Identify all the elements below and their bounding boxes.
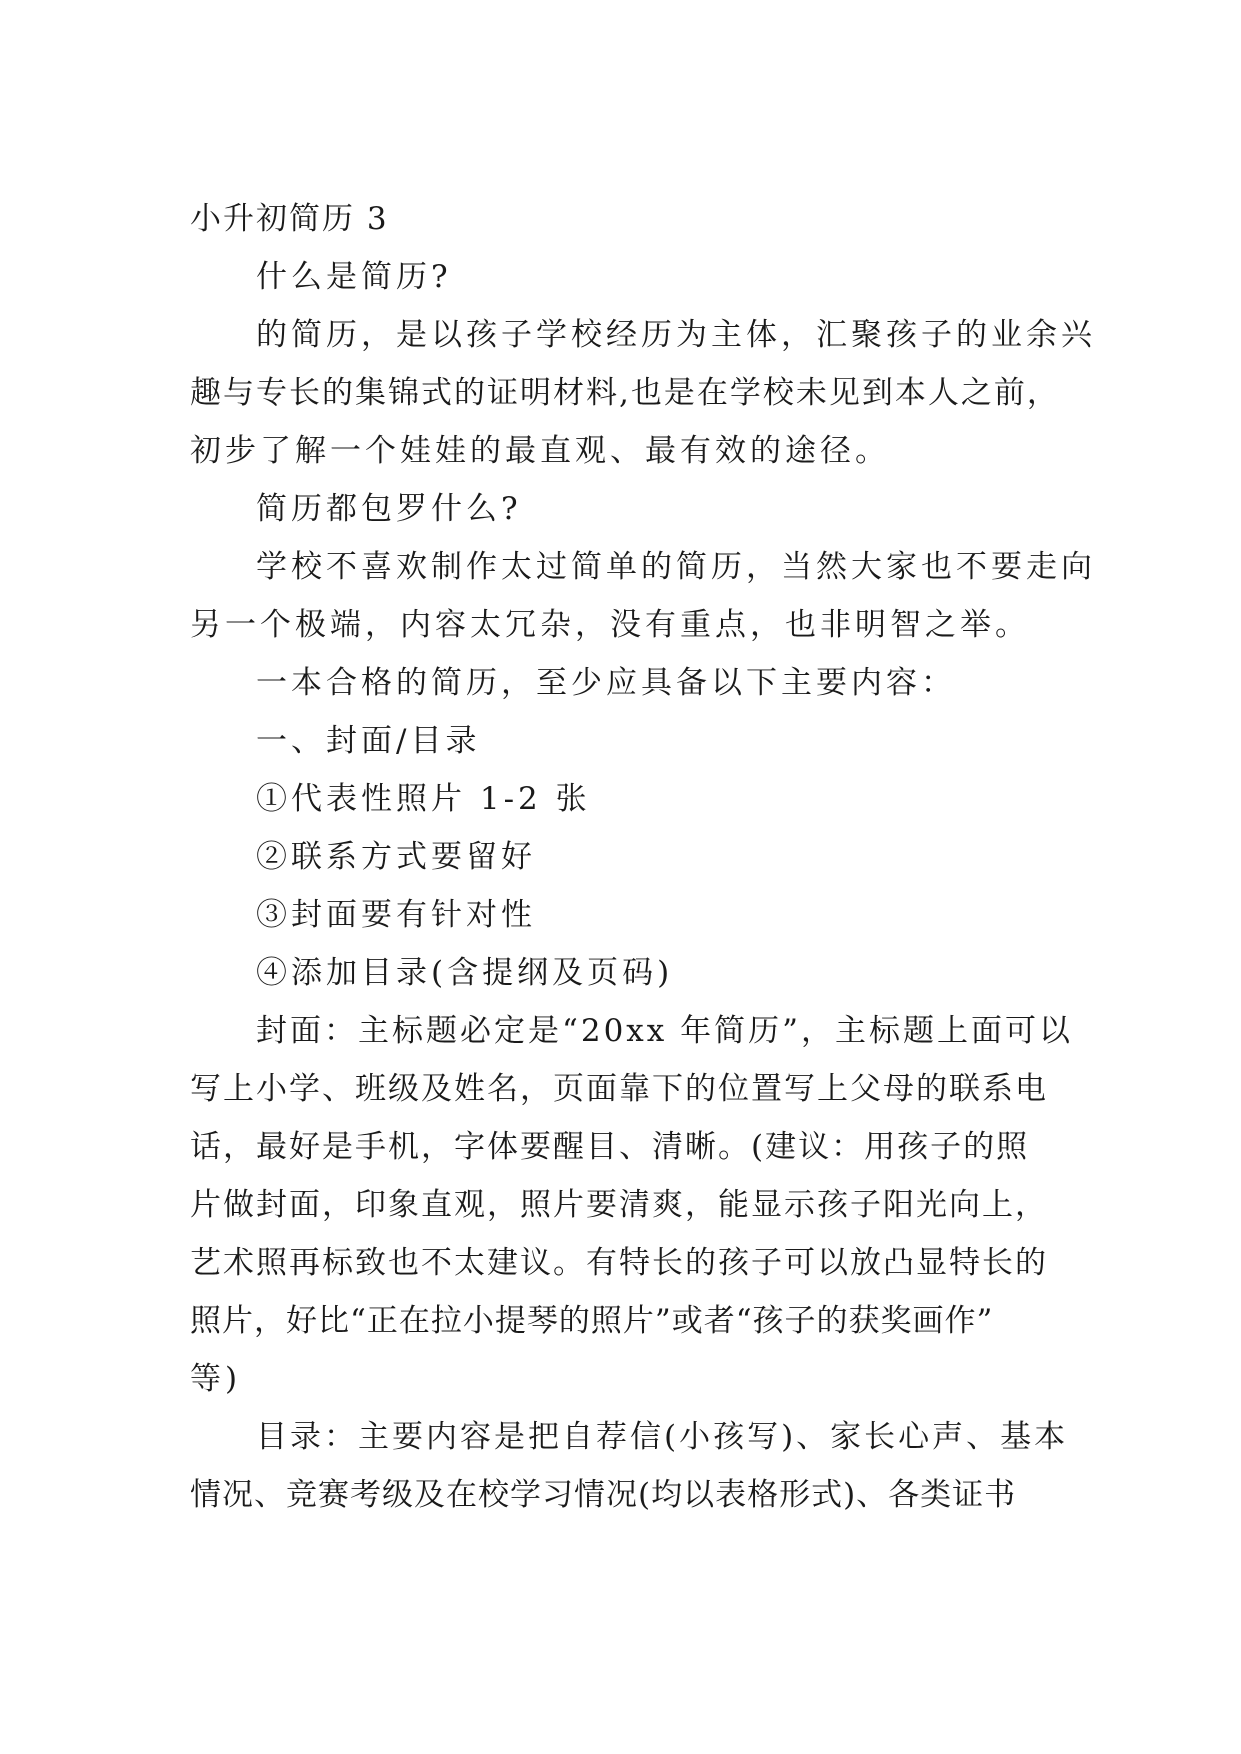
text-line: 初步了解一个娃娃的最直观、最有效的途径。 bbox=[190, 433, 890, 469]
paragraph-toc-details bbox=[190, 1408, 1069, 1524]
list-item-contact: ②联系方式要留好 bbox=[256, 839, 536, 875]
question-what-is-resume: 什么是简历? bbox=[256, 259, 452, 295]
paragraph-resume-definition bbox=[190, 306, 1096, 480]
paragraph-resume-balance bbox=[190, 538, 1096, 654]
text-line: 封面：主标题必定是“20xx 年简历”，主标题上面可以 bbox=[256, 1013, 1073, 1049]
list-item-photo: ①代表性照片 1-2 张 bbox=[256, 781, 591, 817]
text-line: 情况、竞赛考级及在校学习情况(均以表格形式)、各类证书 bbox=[190, 1477, 1017, 1513]
section-heading-cover-toc: 一、封面/目录 bbox=[256, 723, 481, 759]
question-resume-contents: 简历都包罗什么? bbox=[256, 491, 522, 527]
text-line: 照片，好比“正在拉小提琴的照片”或者“孩子的获奖画作” bbox=[190, 1303, 994, 1339]
text-line: 目录：主要内容是把自荐信(小孩写)、家长心声、基本 bbox=[256, 1419, 1069, 1455]
text-line: 学校不喜欢制作太过简单的简历，当然大家也不要走向 bbox=[256, 549, 1096, 585]
list-item-cover-targeted: ③封面要有针对性 bbox=[256, 897, 536, 933]
text-line: 话，最好是手机，字体要醒目、清晰。(建议：用孩子的照 bbox=[190, 1129, 1030, 1165]
list-item-add-toc: ④添加目录(含提纲及页码) bbox=[256, 955, 674, 991]
document-body bbox=[190, 190, 1096, 1524]
text-line: 的简历，是以孩子学校经历为主体，汇聚孩子的业余兴 bbox=[256, 317, 1096, 353]
document-title: 小升初简历 3 bbox=[190, 201, 389, 237]
text-line: 趣与专长的集锦式的证明材料,也是在学校未见到本人之前， bbox=[190, 375, 1060, 411]
paragraph-requirements-intro: 一本合格的简历，至少应具备以下主要内容： bbox=[256, 665, 956, 701]
text-line: 另一个极端，内容太冗杂，没有重点，也非明智之举。 bbox=[190, 607, 1030, 643]
text-line: 写上小学、班级及姓名，页面靠下的位置写上父母的联系电 bbox=[190, 1071, 1048, 1107]
text-line: 片做封面，印象直观，照片要清爽，能显示孩子阳光向上， bbox=[190, 1187, 1048, 1223]
paragraph-cover-details bbox=[190, 1002, 1073, 1408]
text-line: 等) bbox=[190, 1361, 242, 1397]
text-line: 艺术照再标致也不太建议。有特长的孩子可以放凸显特长的 bbox=[190, 1245, 1048, 1281]
